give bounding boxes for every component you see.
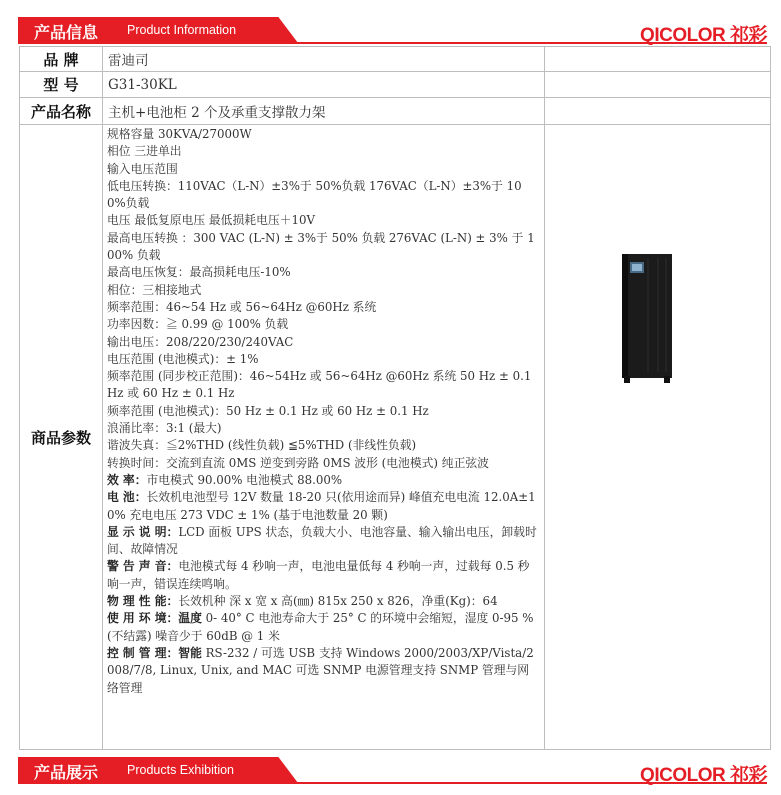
section-header-products-exhibition bbox=[0, 754, 781, 786]
param-line: 最高电压转换 ：300 VAC (L-N) ± 3%于 50% 负载 276VAC (L-N) ± 3% 于 100% 负载 bbox=[107, 230, 535, 263]
param-text: 电池模式每 4 秒响一声，电池电量低每 4 秒响一声，过载每 0.5 秒响一声，错误连续鸣响。 bbox=[107, 559, 530, 591]
brand-logo: QICOLOR 祁彩 bbox=[640, 25, 767, 46]
table-row-model bbox=[20, 72, 770, 98]
row-value: 雷迪司 bbox=[108, 53, 149, 69]
param-line: 谐波失真：≦2%THD (线性负载) ≦5%THD (非线性负载) bbox=[107, 438, 417, 453]
param-key: 电 池： bbox=[107, 490, 147, 505]
param-text: 市电模式 90.00% 电池模式 88.00% bbox=[146, 472, 343, 487]
param-line: 相位：三相接地式 bbox=[107, 282, 202, 297]
column-divider bbox=[544, 125, 545, 749]
param-bold-line bbox=[107, 593, 539, 610]
param-bold-line bbox=[107, 610, 539, 645]
brand-logo: QICOLOR 祁彩 bbox=[640, 765, 767, 786]
table-row-brand bbox=[20, 47, 770, 72]
param-key: 使 用 环 境：温度 bbox=[107, 611, 202, 626]
param-bold-line bbox=[107, 524, 539, 559]
row-value: 主机+电池柜 2 个及承重支撑散力架 bbox=[108, 105, 326, 121]
column-divider bbox=[544, 47, 545, 71]
param-text: 长效机种 深 x 宽 x 高(㎜) 815x 250 x 826，净重(Kg)：64 bbox=[178, 594, 498, 609]
param-bold-line bbox=[107, 472, 539, 489]
param-line: 电压范围 (电池模式)：± 1% bbox=[107, 351, 259, 366]
param-key: 警 告 声 音： bbox=[107, 559, 179, 574]
param-line: 低电压转换：110VAC（L-N）±3%于 50%负载 176VAC（L-N）±3%于 100%负载 bbox=[107, 178, 522, 211]
param-line: 输入电压范围 bbox=[107, 161, 178, 176]
column-divider bbox=[544, 98, 545, 124]
row-label: 商品参数 bbox=[20, 125, 103, 749]
param-line: 频率范围 (电池模式)：50 Hz ± 0.1 Hz 或 60 Hz ± 0.1 Hz bbox=[107, 403, 429, 418]
param-key: 控 制 管 理：智能 bbox=[107, 645, 202, 660]
param-line: 转换时间：交流到直流 0MS 逆变到旁路 0MS 波形 (电池模式) 纯正弦波 bbox=[107, 455, 489, 470]
param-text: 0- 40° C 电池寿命大于 25° C 的环境中会缩短，湿度 0-95 % (不结露) 噪音少于 60dB @ 1 米 bbox=[107, 611, 534, 643]
row-label: 品 牌 bbox=[20, 47, 103, 71]
header-title-en: Product Information bbox=[127, 23, 237, 37]
param-bold-line bbox=[107, 558, 539, 593]
param-text: RS-232 / 可选 USB 支持 Windows 2000/2003/XP/Vista/2008/7/8, Linux, Unix, and MAC 可选 SNMP 电源管理支持 SNMP 管理与网络管理 bbox=[107, 645, 534, 695]
param-line: 浪涌比率：3:1 (最大) bbox=[107, 421, 222, 436]
param-line: 规格容量 30KVA/27000W bbox=[107, 127, 252, 141]
param-line: 功率因数：≧ 0.99 @ 100% 负载 bbox=[107, 317, 289, 332]
param-text: 长效机电池型号 12V 数量 18-20 只(依用途而异) 峰值充电电流 12.0A±10% 充电电压 273 VDC ± 1% (基于电池数量 20 颗) bbox=[107, 490, 536, 522]
header-title-en: Products Exhibition bbox=[127, 763, 235, 777]
section-header-product-info bbox=[0, 14, 781, 46]
params-block bbox=[107, 126, 539, 697]
param-bold-line bbox=[107, 645, 539, 697]
param-key: 显 示 说 明： bbox=[107, 524, 179, 539]
row-value: G31-30KL bbox=[108, 76, 177, 93]
param-line: 最高电压恢复：最高损耗电压-10% bbox=[107, 265, 291, 280]
spec-table bbox=[19, 46, 771, 750]
param-key: 效 率： bbox=[107, 472, 147, 487]
column-divider bbox=[544, 72, 545, 97]
param-line: 相位 三进单出 bbox=[107, 144, 182, 159]
row-label: 型 号 bbox=[20, 72, 103, 97]
row-label: 产品名称 bbox=[20, 98, 103, 124]
param-bold-line bbox=[107, 489, 539, 524]
param-key: 物 理 性 能： bbox=[107, 594, 179, 609]
param-line: 输出电压：208/220/230/240VAC bbox=[107, 334, 294, 349]
param-line: 电压 最低复原电压 最低损耗电压＋10V bbox=[107, 213, 315, 228]
param-line: 频率范围 (同步校正范围)：46~54Hz 或 56~64Hz @60Hz 系统 50 Hz ± 0.1 Hz 或 60 Hz ± 0.1 Hz bbox=[107, 369, 532, 401]
ups-tower-image bbox=[618, 252, 676, 384]
param-line: 频率范围：46~54 Hz 或 56~64Hz @60Hz 系统 bbox=[107, 299, 377, 314]
table-row-product-name bbox=[20, 98, 770, 125]
header-title-cn: 产品信息 bbox=[34, 23, 99, 42]
param-text: LCD 面板 UPS 状态，负载大小、电池容量、输入输出电压，卸载时间、故障情况 bbox=[107, 524, 537, 557]
header-title-cn: 产品展示 bbox=[34, 763, 99, 782]
